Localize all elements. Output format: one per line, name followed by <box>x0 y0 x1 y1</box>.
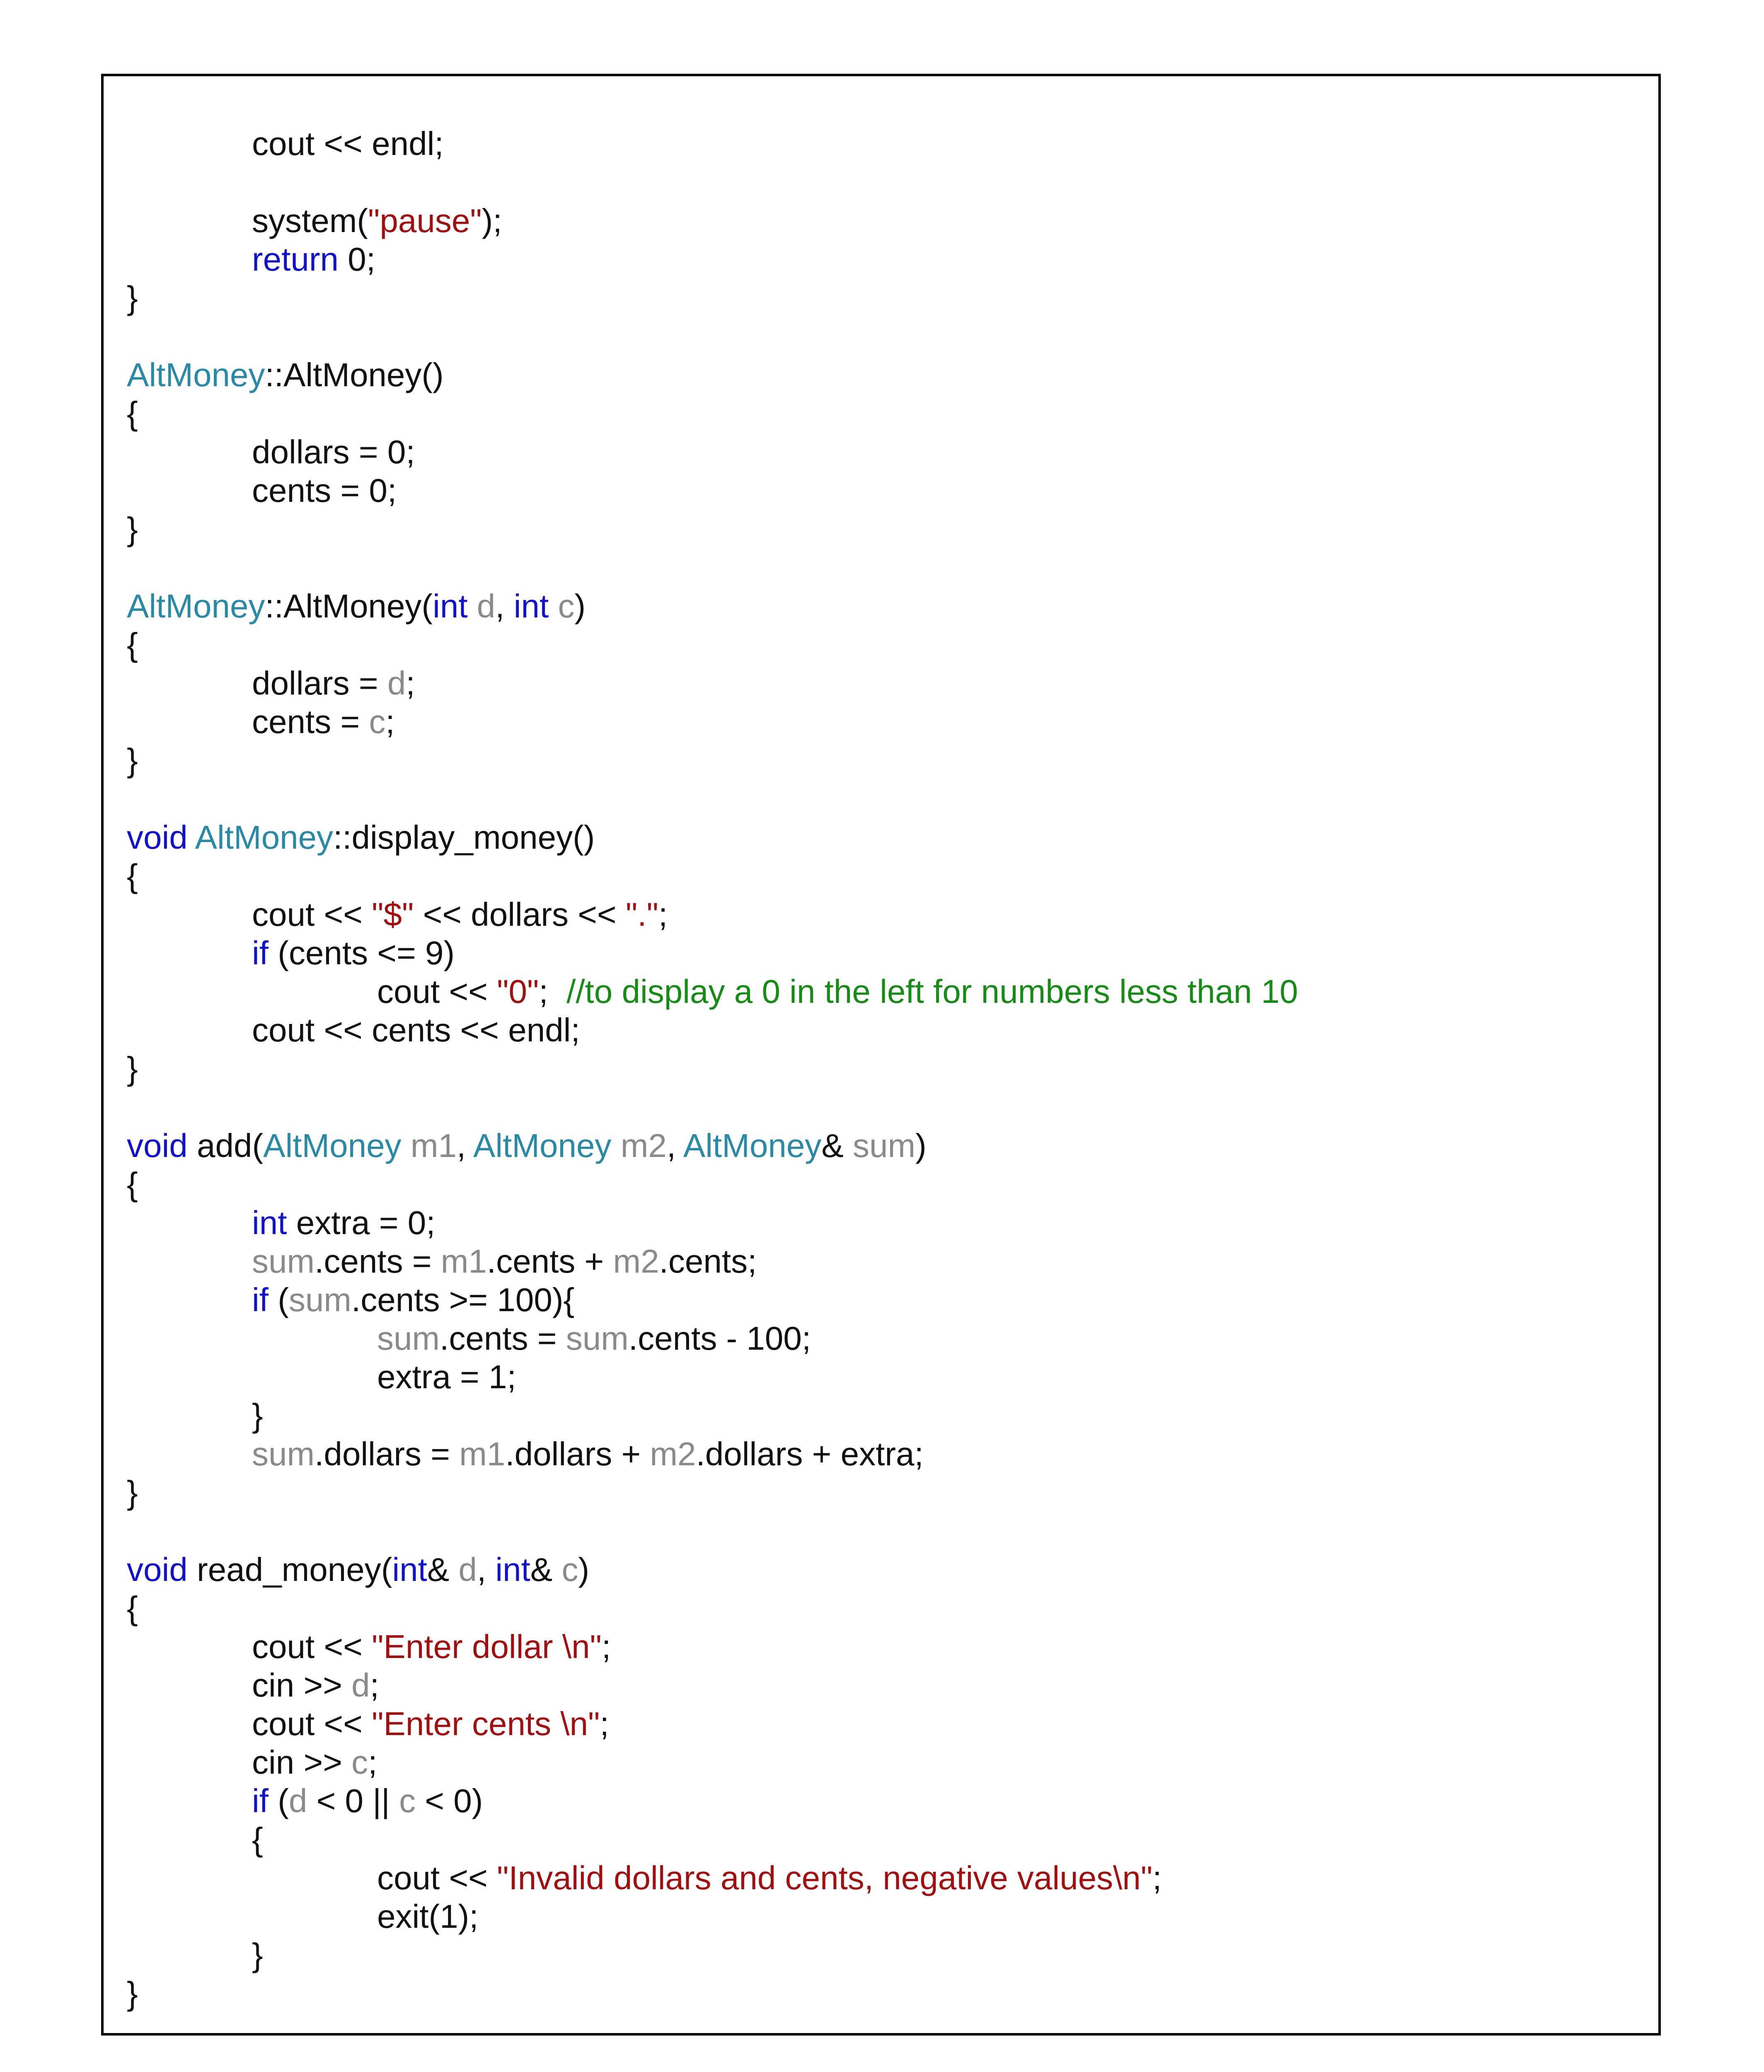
code-line <box>127 625 138 664</box>
code-line <box>127 278 138 317</box>
code-token-plain: add( <box>187 1127 264 1164</box>
code-token-plain: , <box>456 1127 474 1164</box>
code-line <box>252 1666 379 1704</box>
code-token-plain: } <box>127 511 138 547</box>
code-line <box>127 356 444 394</box>
code-token-plain: cout << cents << endl; <box>252 1012 580 1048</box>
code-token-plain: ; <box>601 1628 611 1665</box>
code-line <box>377 1859 1162 1897</box>
code-token-plain: , <box>666 1127 683 1164</box>
code-token-plain: { <box>127 626 138 663</box>
code-token-plain: { <box>127 857 138 894</box>
code-line <box>252 1203 435 1242</box>
code-line <box>127 1974 138 2013</box>
code-token-plain: cents = <box>252 703 369 740</box>
code-token-plain <box>612 1127 621 1164</box>
code-token-param: m2 <box>650 1435 696 1472</box>
code-line <box>252 895 668 934</box>
code-token-keyword: if <box>252 934 269 971</box>
code-token-plain: .cents + <box>486 1243 613 1280</box>
code-token-param: d <box>387 665 406 702</box>
code-line <box>127 1165 138 1203</box>
code-line <box>127 394 138 433</box>
code-token-param: sum <box>288 1281 352 1318</box>
code-line <box>252 1011 580 1049</box>
code-token-plain: << dollars << <box>414 896 626 933</box>
code-token-plain: { <box>252 1821 263 1858</box>
code-token-param: d <box>458 1551 477 1588</box>
code-token-plain: { <box>127 395 138 432</box>
code-token-plain: ::display_money() <box>333 819 595 856</box>
code-line <box>252 1743 377 1782</box>
code-line <box>252 702 395 741</box>
code-token-plain: < 0 || <box>307 1782 399 1819</box>
code-line <box>252 433 415 471</box>
code-token-keyword: void <box>127 1551 188 1588</box>
code-token-plain: dollars = <box>252 665 387 702</box>
code-token-type: AltMoney <box>263 1127 402 1164</box>
code-token-plain: } <box>127 1050 138 1087</box>
code-token-plain <box>402 1127 411 1164</box>
code-token-keyword: int <box>495 1551 530 1588</box>
code-token-plain: { <box>127 1590 138 1627</box>
code-token-keyword: int <box>392 1551 427 1588</box>
code-token-plain: ::AltMoney( <box>265 588 433 625</box>
code-token-param: sum <box>566 1320 629 1357</box>
code-token-keyword: int <box>513 588 549 625</box>
code-token-plain: .cents >= 100){ <box>351 1281 575 1318</box>
code-line <box>377 1319 811 1358</box>
code-token-plain: .dollars + <box>505 1435 650 1472</box>
code-token-plain: ; <box>368 1744 377 1781</box>
code-token-plain: ::AltMoney() <box>265 356 444 393</box>
code-token-string: "Invalid dollars and cents, negative values\n" <box>497 1859 1153 1896</box>
code-token-plain: } <box>252 1936 263 1973</box>
code-line <box>252 664 415 702</box>
code-token-plain: ) <box>915 1127 927 1164</box>
code-token-plain <box>468 588 477 625</box>
code-line <box>127 1049 138 1088</box>
code-token-plain: } <box>252 1397 263 1434</box>
code-token-plain: } <box>127 1474 138 1511</box>
code-token-plain: ; <box>658 896 668 933</box>
code-token-plain: read_money( <box>187 1551 392 1588</box>
code-token-plain: exit(1); <box>377 1898 479 1935</box>
code-token-param: sum <box>377 1320 440 1357</box>
code-token-comment: //to display a 0 in the left for numbers less than 10 <box>566 973 1298 1010</box>
code-token-string: "pause" <box>368 202 482 239</box>
code-token-plain: & <box>821 1127 853 1164</box>
code-token-plain: .cents - 100; <box>628 1320 811 1357</box>
code-token-param: c <box>561 1551 578 1588</box>
code-token-keyword: void <box>127 1127 188 1164</box>
code-token-plain: , <box>477 1551 496 1588</box>
code-line <box>252 1782 483 1820</box>
code-token-plain: cents = 0; <box>252 472 397 509</box>
code-token-plain: .cents = <box>440 1320 566 1357</box>
code-token-plain: extra = 0; <box>287 1204 436 1241</box>
code-token-type: AltMoney <box>473 1127 612 1164</box>
code-token-plain: cout << <box>252 1628 372 1665</box>
code-token-string: "0" <box>497 973 539 1010</box>
code-token-plain: extra = 1; <box>377 1358 516 1395</box>
code-token-type: AltMoney <box>127 588 265 625</box>
code-token-plain: ( <box>269 1281 289 1318</box>
code-token-param: c <box>558 588 575 625</box>
code-line <box>127 1550 589 1589</box>
code-line <box>377 1358 516 1396</box>
code-token-plain <box>549 588 558 625</box>
code-line <box>252 201 502 240</box>
code-token-param: m1 <box>410 1127 457 1164</box>
code-token-plain: ; <box>600 1705 609 1742</box>
code-token-plain: ( <box>269 1782 289 1819</box>
code-token-keyword: int <box>433 588 468 625</box>
code-token-plain: cin >> <box>252 1667 352 1704</box>
code-token-param: m2 <box>620 1127 667 1164</box>
code-token-type: AltMoney <box>127 356 265 393</box>
code-line <box>252 471 397 510</box>
code-token-param: m1 <box>440 1243 487 1280</box>
code-token-param: sum <box>853 1127 916 1164</box>
code-token-param: m1 <box>459 1435 506 1472</box>
code-token-param: c <box>399 1782 416 1819</box>
code-token-plain: ) <box>578 1551 590 1588</box>
code-line <box>127 587 586 625</box>
code-token-param: d <box>477 588 496 625</box>
code-line <box>252 1396 263 1435</box>
code-token-plain: ; <box>385 703 395 740</box>
code-token-keyword: if <box>252 1281 269 1318</box>
code-token-plain: cout << <box>377 1859 497 1896</box>
code-token-plain: cout << <box>252 1705 372 1742</box>
code-token-plain: } <box>127 742 138 779</box>
code-token-plain: { <box>127 1166 138 1203</box>
code-line <box>252 240 375 278</box>
code-line <box>252 1627 611 1666</box>
code-token-plain: .cents = <box>315 1243 441 1280</box>
code-token-plain: ) <box>574 588 586 625</box>
code-token-param: m2 <box>613 1243 659 1280</box>
code-token-plain <box>188 819 195 856</box>
code-line <box>127 741 138 779</box>
code-token-plain: ); <box>482 202 502 239</box>
code-token-param: sum <box>252 1243 315 1280</box>
code-line <box>252 1435 924 1473</box>
code-line <box>252 1280 574 1319</box>
code-token-string: "Enter dollar \n" <box>372 1628 602 1665</box>
code-token-string: "Enter cents \n" <box>372 1705 600 1742</box>
code-token-plain: .dollars = <box>315 1435 460 1472</box>
code-line <box>377 1897 479 1936</box>
code-line <box>377 972 1298 1011</box>
code-token-type: AltMoney <box>195 819 334 856</box>
code-token-plain: } <box>127 1975 138 2012</box>
code-line <box>127 1589 138 1627</box>
code-token-plain: .cents; <box>659 1243 757 1280</box>
code-token-keyword: int <box>252 1204 287 1241</box>
code-token-param: c <box>351 1744 368 1781</box>
code-token-plain: ; <box>539 973 567 1010</box>
code-token-plain: .dollars + extra; <box>696 1435 924 1472</box>
code-token-plain: 0; <box>338 241 375 278</box>
code-token-plain: } <box>127 279 138 316</box>
code-line <box>127 857 138 895</box>
code-token-param: sum <box>252 1435 315 1472</box>
code-token-keyword: return <box>252 241 339 278</box>
code-token-keyword: if <box>252 1782 269 1819</box>
code-line <box>127 1126 927 1165</box>
code-token-plain: ; <box>1152 1859 1162 1896</box>
code-token-plain: cout << endl; <box>252 125 444 162</box>
code-token-plain: & <box>427 1551 459 1588</box>
code-line <box>127 510 138 548</box>
code-line <box>252 1936 263 1974</box>
code-token-param: d <box>288 1782 307 1819</box>
code-token-plain: (cents <= 9) <box>269 934 455 971</box>
code-token-plain: & <box>530 1551 562 1588</box>
code-token-plain: cin >> <box>252 1744 352 1781</box>
code-token-string: "." <box>625 896 658 933</box>
code-token-plain: , <box>495 588 514 625</box>
code-line <box>252 1704 609 1743</box>
code-token-plain: system( <box>252 202 368 239</box>
code-line <box>252 1242 757 1280</box>
code-token-type: AltMoney <box>683 1127 822 1164</box>
code-line <box>252 124 444 163</box>
code-token-keyword: void <box>127 819 188 856</box>
code-token-string: "$" <box>372 896 414 933</box>
code-line <box>127 818 595 857</box>
code-token-plain: ; <box>370 1667 379 1704</box>
code-token-plain: dollars = 0; <box>252 433 415 470</box>
code-token-param: c <box>369 703 386 740</box>
code-token-plain: < 0) <box>416 1782 483 1819</box>
code-line <box>252 934 455 972</box>
code-line <box>127 1473 138 1512</box>
code-token-plain: ; <box>406 665 415 702</box>
code-token-param: d <box>351 1667 370 1704</box>
code-token-plain: cout << <box>377 973 497 1010</box>
code-token-plain: cout << <box>252 896 372 933</box>
code-line <box>252 1820 263 1859</box>
